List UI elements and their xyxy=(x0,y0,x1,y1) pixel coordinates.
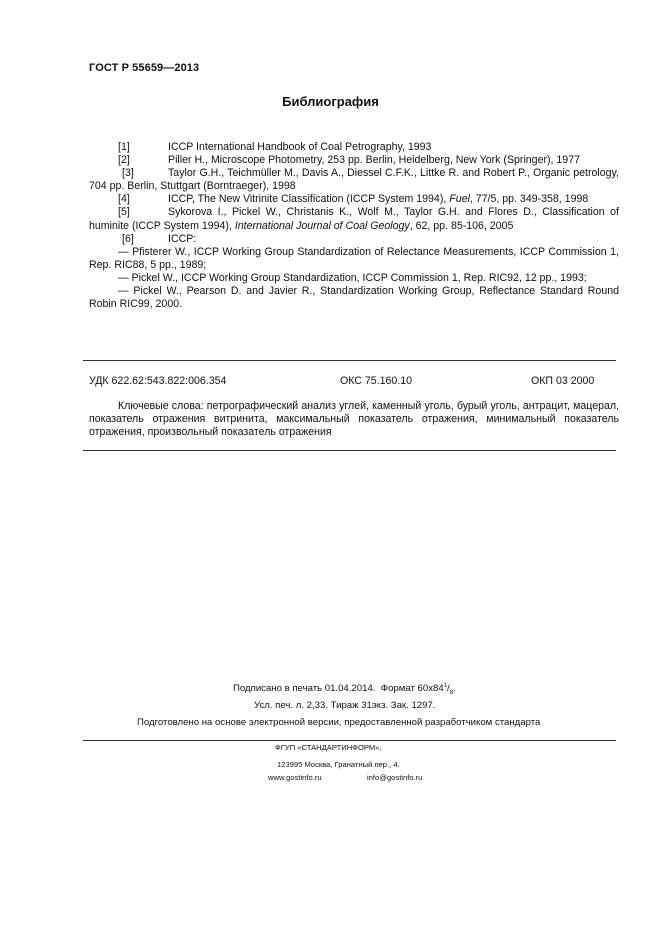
divider-publisher xyxy=(83,740,616,741)
imprint-signed-line: Подписано в печать 01.04.2014. Формат $60x84^1/_8$. xyxy=(233,683,456,697)
divider-bottom xyxy=(83,450,616,451)
keywords-paragraph: Ключевые слова: петрографический анализ углей, каменный уголь, бурый уголь, антрацит, мацерал, показатель отражения витринита, максимальный показатель отражения, минимальный показатель отражения, произвольный показатель отражения xyxy=(89,400,619,439)
ref-journal: Fuel xyxy=(449,193,470,206)
publisher-website[interactable]: www.gostinfo.ru xyxy=(268,773,322,782)
format-fraction-bottom: 8 xyxy=(449,690,454,697)
ref-number: [5] xyxy=(118,206,130,219)
ref-number: [3] xyxy=(122,167,134,180)
standard-code: ГОСТ Р 55659—2013 xyxy=(89,62,200,74)
ref-text: ICCP: xyxy=(168,232,197,245)
paper-format: Формат 60x84 xyxy=(380,683,444,695)
bibliography-entry xyxy=(89,154,619,167)
bibliography-subitem: — Pickel W., Pearson D. and Javier R., Standardization Working Group, Reflectance Standard Round Robin RIC99, 2000. xyxy=(89,285,619,311)
ref-number: [1] xyxy=(118,141,130,153)
publisher-email[interactable]: info@gostinfo.ru xyxy=(367,773,423,782)
print-info: Усл. печ. л. 2,33. Тираж 31экз. Зак. 1297. xyxy=(254,700,436,711)
ref-number: [6] xyxy=(122,232,134,245)
bibliography-title: Библиография xyxy=(282,94,379,109)
ref-text: Taylor G.H., Teichmüller M., Davis A., Diessel C.F.K., Littke R. and Robert P., Organic petrology, 704 pp. Berlin, Stuttgart (Borntraeger), 1998 xyxy=(89,167,619,193)
bibliography-entry xyxy=(89,206,619,232)
ref-text: , 77/5, pp. 349-358, 1998 xyxy=(469,193,589,206)
okp-code: ОКП 03 2000 xyxy=(531,375,595,387)
oks-code: ОКС 75.160.10 xyxy=(340,375,413,387)
divider-top xyxy=(83,360,616,361)
ref-journal: International Journal of Coal Geology xyxy=(234,219,410,232)
bibliography-list xyxy=(89,141,619,311)
ref-text: , 62, pp. 85-106, 2005 xyxy=(409,219,514,232)
bibliography-subitem: — Pfisterer W., ICCP Working Group Standardization of Relectance Measurements, ICCP Commission 1, Rep. RIC88, 5 pp., 1989; xyxy=(89,245,619,271)
ref-text: Sykorova I., Pickel W., Christanis K., Wolf M., Taylor G.H. and Flores D., Classification of huminite (ICCP System 1994), xyxy=(89,206,619,232)
prepared-note: Подготовлено на основе электронной версии, предоставленной разработчиком стандарта xyxy=(137,717,541,728)
format-fraction-top: 1 xyxy=(443,683,448,689)
ref-number: [2] xyxy=(118,154,130,167)
bibliography-entry xyxy=(89,167,619,193)
ref-text: Piller H., Microscope Photometry, 253 pp. Berlin, Heidelberg, New York (Springer), 1977 xyxy=(168,154,580,167)
bibliography-entry xyxy=(89,141,619,154)
publisher-name: ФГУП «СТАНДАРТИНФОРМ», xyxy=(275,743,382,752)
signed-date: Подписано в печать 01.04.2014. xyxy=(233,683,376,695)
publisher-address: 123995 Москва, Гранатный пер., 4. xyxy=(277,760,400,769)
ref-text: ICCP International Handbook of Coal Petrography, 1993 xyxy=(168,141,432,153)
udk-code: УДК 622.62:543.822:006.354 xyxy=(89,375,227,387)
bibliography-entry xyxy=(89,233,619,246)
bibliography-entry xyxy=(89,193,619,206)
ref-number: [4] xyxy=(118,193,130,206)
ref-text: ICCP, The New Vitrinite Classification (ICCP System 1994), xyxy=(168,193,450,206)
bibliography-subitem: — Pickel W., ICCP Working Group Standardization, ICCP Commission 1, Rep. RIC92, 12 pp., 1993; xyxy=(118,271,587,284)
